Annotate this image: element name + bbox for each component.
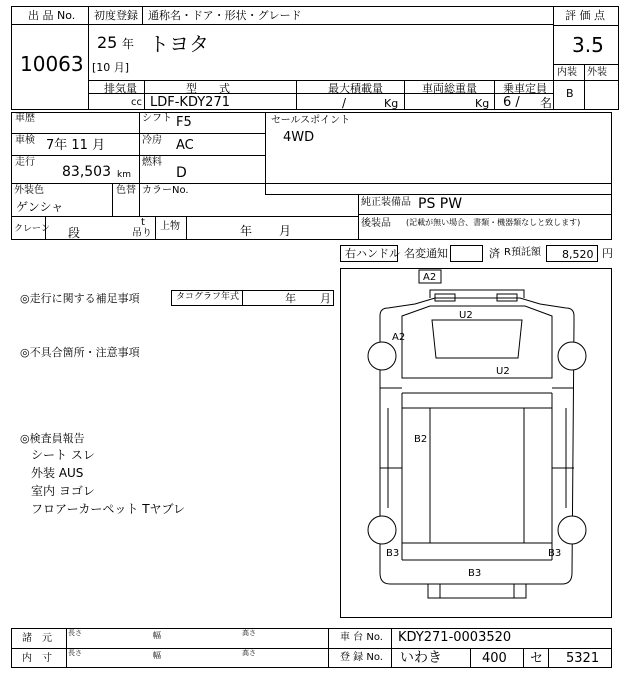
- registration-area: いわき: [400, 650, 442, 666]
- driving-remarks-label: ◎走行に関する補足事項: [20, 292, 140, 305]
- car-maker-name: トヨタ: [149, 32, 209, 56]
- inspector-report-line: フロアーカーペット Tヤブレ: [31, 502, 186, 516]
- registration-no-label: 登 録 No.: [340, 652, 383, 663]
- inspector-report-line: 外装 AUS: [31, 466, 84, 480]
- exterior-label: 外装: [587, 67, 607, 78]
- lot-number: 10063: [20, 52, 84, 76]
- right-hand-drive-label: 右ハンドル: [345, 247, 400, 260]
- gross-weight-label: 車両総重量: [422, 82, 477, 95]
- mileage-value: 83,503: [62, 164, 111, 180]
- interior-label: 内装: [557, 67, 577, 78]
- gross-weight-unit: Kg: [475, 97, 490, 110]
- tachograph-label: タコグラフ年式: [176, 292, 240, 302]
- model-label: 型 式: [186, 82, 230, 95]
- inner-size-label: 内 寸: [22, 653, 52, 664]
- mileage-unit: km: [117, 170, 131, 180]
- interior-grade: B: [566, 87, 574, 100]
- recycle-deposit-label: R預託額: [504, 247, 541, 258]
- registration-month: [10 月]: [92, 61, 130, 74]
- loading-label: 上物: [160, 221, 180, 232]
- fuel-label: 燃料: [142, 157, 162, 168]
- name-change-label: 名変通知: [404, 247, 448, 260]
- displacement-unit: cc: [131, 97, 142, 108]
- capacity-value: 6 /: [503, 95, 520, 110]
- registration-number: 5321: [566, 651, 600, 666]
- chassis-no-label: 車 台 No.: [340, 632, 383, 643]
- yen-unit: 円: [602, 247, 613, 260]
- max-load-unit: Kg: [384, 97, 399, 110]
- damage-mark: B2: [414, 434, 428, 445]
- vehicle-damage-diagram: [340, 268, 612, 618]
- name-change-checkbox: [450, 245, 483, 262]
- capacity-unit: 名: [540, 96, 553, 110]
- damage-mark: U2: [459, 310, 473, 321]
- height-label: 高さ: [242, 629, 256, 637]
- inspector-report-line: 室内 ヨゴレ: [31, 484, 95, 498]
- displacement-label: 排気量: [104, 82, 137, 95]
- crane-stage-unit: 段: [68, 226, 81, 240]
- max-load-value: /: [342, 96, 347, 110]
- damage-mark: B3: [386, 548, 400, 559]
- year-unit: 年: [122, 37, 135, 51]
- shift-value: F5: [176, 115, 192, 130]
- aftermarket-label: 後装品: [361, 218, 391, 229]
- inspector-report-line: シート スレ: [31, 448, 95, 462]
- damage-mark: A2: [392, 332, 406, 343]
- crane-label: クレーン: [14, 224, 50, 234]
- aftermarket-note: (記載が無い場合、書類・機器類なしと致します): [406, 218, 581, 227]
- damage-mark: A2: [423, 272, 437, 283]
- tachograph-month-unit: 月: [320, 292, 331, 305]
- loading-year-unit: 年: [240, 224, 253, 238]
- length-label: 長さ: [68, 629, 82, 637]
- standard-equipment-label: 純正装備品: [361, 197, 411, 208]
- inspection-label: 車検: [15, 135, 35, 146]
- model-value: LDF-KDY271: [150, 95, 230, 110]
- score-label: 評 価 点: [565, 9, 605, 22]
- registration-class: 400: [482, 651, 507, 666]
- fuel-value: D: [176, 165, 187, 181]
- shift-label: シフト: [142, 113, 172, 124]
- recycle-done-label: 済: [489, 247, 500, 260]
- ac-label: 冷房: [142, 135, 162, 146]
- mileage-label: 走行: [15, 157, 35, 168]
- color-change-label: 色替: [116, 185, 136, 196]
- recycle-deposit-value: 8,520: [562, 248, 594, 261]
- lot-no-label: 出 品 No.: [28, 9, 76, 22]
- exterior-color-value: ゲンシャ: [16, 200, 64, 214]
- evaluation-score: 3.5: [572, 33, 604, 57]
- width-label: 幅: [153, 631, 161, 640]
- tachograph-year-unit: 年: [285, 292, 296, 305]
- crane-ton-unit: t: [141, 217, 145, 228]
- exterior-color-label: 外装色: [14, 185, 44, 196]
- crane-lift-label: 吊り: [132, 228, 152, 239]
- ac-value: AC: [176, 138, 194, 153]
- size-label: 諸 元: [22, 633, 52, 644]
- damage-mark: B3: [548, 548, 562, 559]
- length-label: 長さ: [68, 649, 82, 657]
- sales-point-value: 4WD: [283, 130, 315, 145]
- damage-mark: U2: [496, 366, 510, 377]
- standard-equipment-value: PS PW: [418, 196, 463, 212]
- inspector-report-label: ◎検査員報告: [20, 432, 85, 445]
- defects-label: ◎不具合箇所・注意事項: [20, 346, 140, 359]
- color-code-label: カラーNo.: [142, 185, 189, 196]
- width-label: 幅: [153, 651, 161, 660]
- loading-month-unit: 月: [279, 224, 292, 238]
- chassis-no-value: KDY271-0003520: [398, 630, 512, 645]
- history-label: 車歴: [15, 113, 35, 124]
- registration-year: 25: [97, 33, 118, 52]
- sales-point-label: セールスポイント: [271, 115, 351, 126]
- max-load-label: 最大積載量: [328, 82, 383, 95]
- damage-mark: B3: [468, 568, 482, 579]
- inspection-value: 7年 11 月: [46, 138, 106, 153]
- first-registration-label: 初度登録: [94, 9, 138, 22]
- registration-kana: セ: [530, 651, 544, 666]
- vehicle-name-label: 通称名・ドア・形状・グレード: [148, 9, 302, 22]
- height-label: 高さ: [242, 649, 256, 657]
- capacity-label: 乗車定員: [503, 82, 547, 95]
